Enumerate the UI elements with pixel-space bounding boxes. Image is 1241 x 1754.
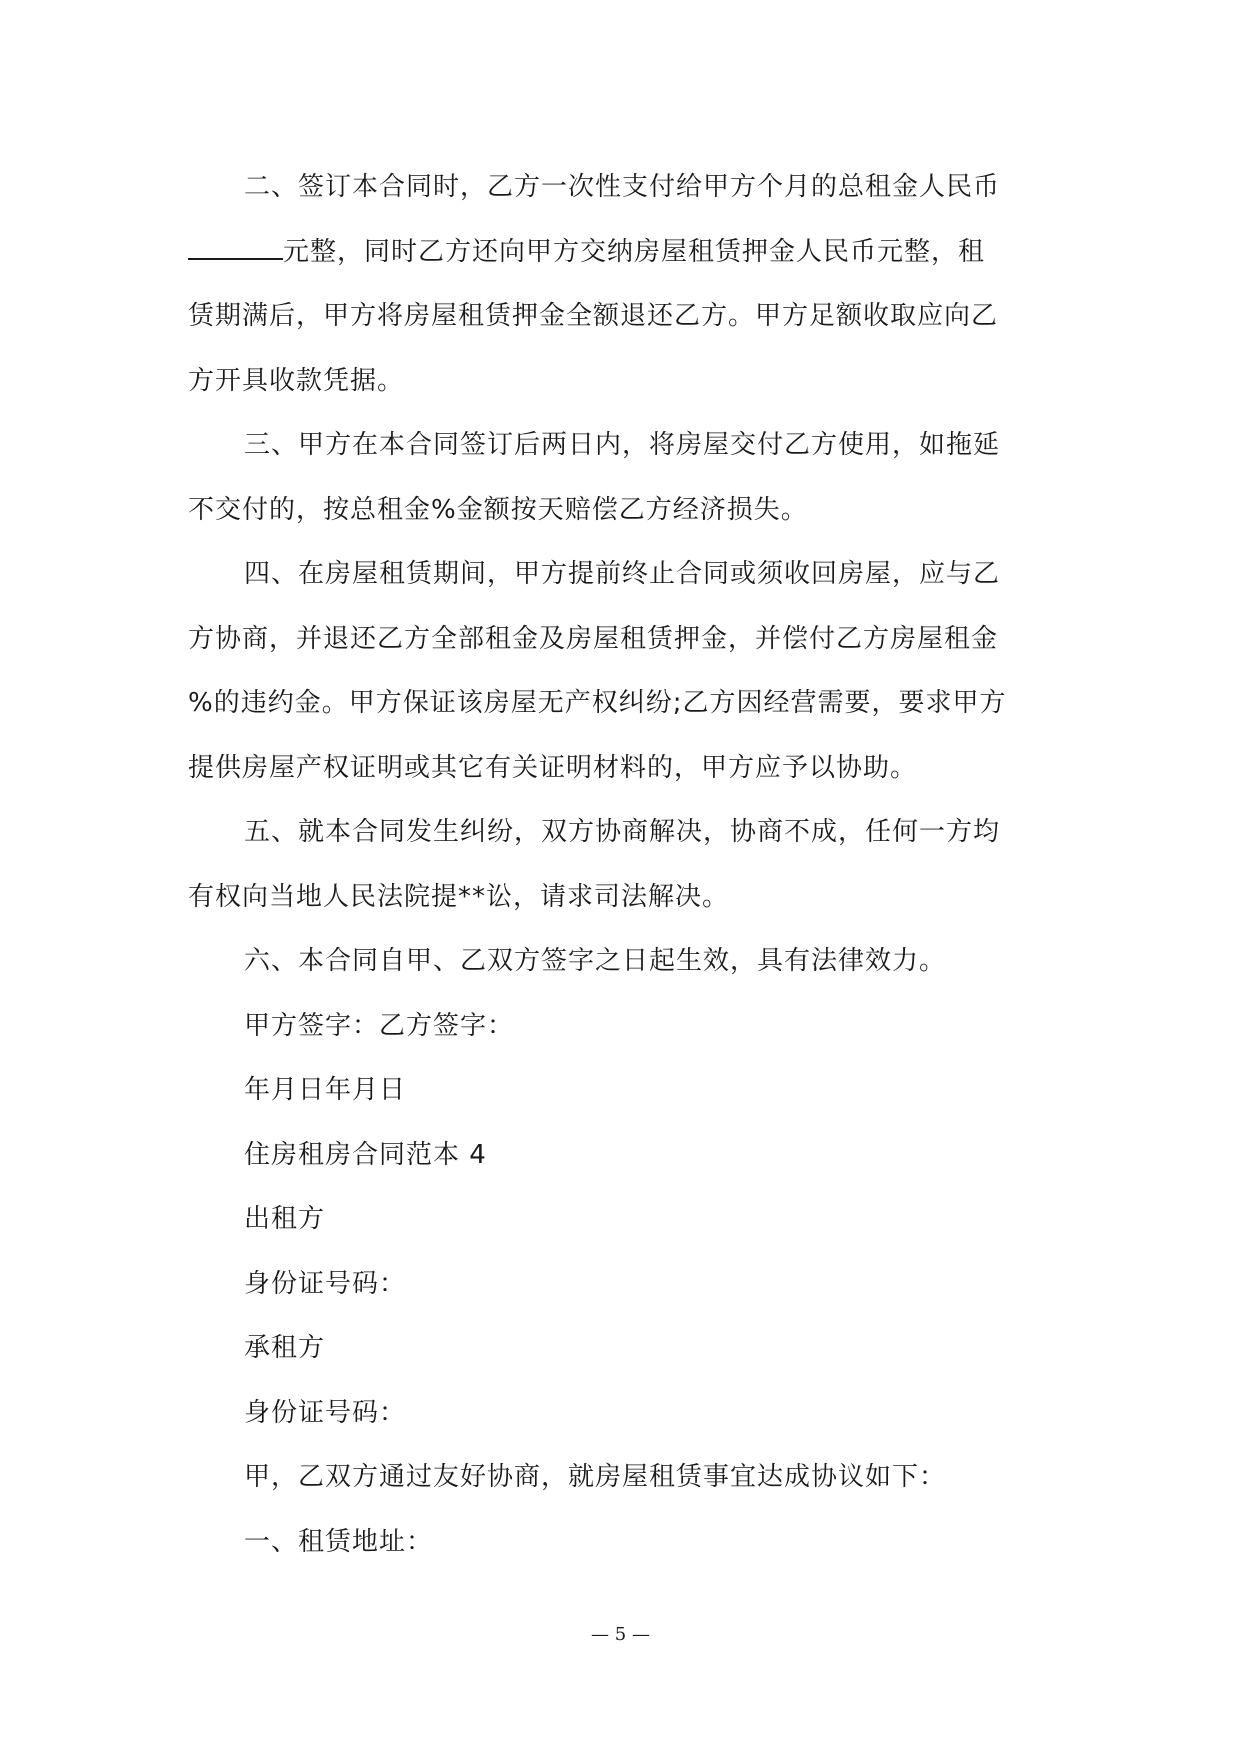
lessor-id-text: 身份证号码： — [244, 1268, 407, 1299]
clause-3-paragraph — [188, 413, 1058, 542]
clause-2-line-4: 方开具收款凭据。 — [188, 365, 405, 396]
clause-1-address-line — [188, 1510, 1058, 1575]
clause-3-line-1: 三、甲方在本合同签订后两日内，将房屋交付乙方使用，如拖延 — [244, 430, 1001, 460]
clause-1-address-text: 一、租赁地址： — [244, 1526, 434, 1557]
clause-4-line-4: 提供房屋产权证明或其它有关证明材料的，甲方应予以协助。 — [188, 752, 918, 783]
clause-2-line-2-text: 元整，同时乙方还向甲方交纳房屋租赁押金人民币元整，租 — [283, 236, 986, 267]
clause-4-line-1: 四、在房屋租赁期间，甲方提前终止合同或须收回房屋，应与乙 — [244, 559, 1001, 589]
agreement-intro-text: 甲，乙双方通过友好协商，就房屋租赁事宜达成协议如下： — [244, 1462, 947, 1492]
clause-2-line-2 — [188, 220, 1058, 285]
clause-2-line-1: 二、签订本合同时，乙方一次性支付给甲方个月的总租金人民币 — [244, 172, 1001, 202]
lessee-line — [188, 1316, 1058, 1381]
lessor-text: 出租方 — [244, 1204, 326, 1234]
clause-2-line-3: 赁期满后，甲方将房屋租赁押金全额退还乙方。甲方足额收取应向乙 — [188, 301, 999, 331]
agreement-intro-line — [188, 1445, 1058, 1510]
clause-5-line-1: 五、就本合同发生纠纷，双方协商解决，协商不成，任何一方均 — [244, 817, 1001, 847]
clause-6-paragraph — [188, 929, 1058, 994]
clause-5-paragraph — [188, 800, 1058, 929]
page-number: — 5 — — [591, 1624, 650, 1645]
clause-3-line-2: 不交付的，按总租金%金额按天赔偿乙方经济损失。 — [188, 494, 808, 525]
sample-title-text: 住房租房合同范本 4 — [244, 1139, 487, 1170]
clause-5-line-2: 有权向当地人民法院提**讼，请求司法解决。 — [188, 881, 730, 912]
document-body — [188, 155, 1058, 1574]
date-line — [188, 1058, 1058, 1123]
clause-6-line-1: 六、本合同自甲、乙双方签字之日起生效，具有法律效力。 — [244, 946, 947, 976]
signature-text: 甲方签字：乙方签字： — [244, 1010, 515, 1041]
clause-2-paragraph — [188, 155, 1058, 413]
lessee-text: 承租方 — [244, 1333, 326, 1363]
sample-title — [188, 1123, 1058, 1188]
lessor-id-line — [188, 1252, 1058, 1317]
amount-blank — [188, 236, 283, 260]
date-text: 年月日年月日 — [244, 1075, 407, 1105]
clause-4-line-3: %的违约金。甲方保证该房屋无产权纠纷;乙方因经营需要，要求甲方 — [188, 688, 1007, 718]
lessee-id-line — [188, 1381, 1058, 1446]
clause-4-line-2: 方协商，并退还乙方全部租金及房屋租赁押金，并偿付乙方房屋租金 — [188, 623, 999, 654]
lessee-id-text: 身份证号码： — [244, 1397, 407, 1428]
signature-line — [188, 994, 1058, 1059]
clause-4-paragraph — [188, 542, 1058, 800]
lessor-line — [188, 1187, 1058, 1252]
